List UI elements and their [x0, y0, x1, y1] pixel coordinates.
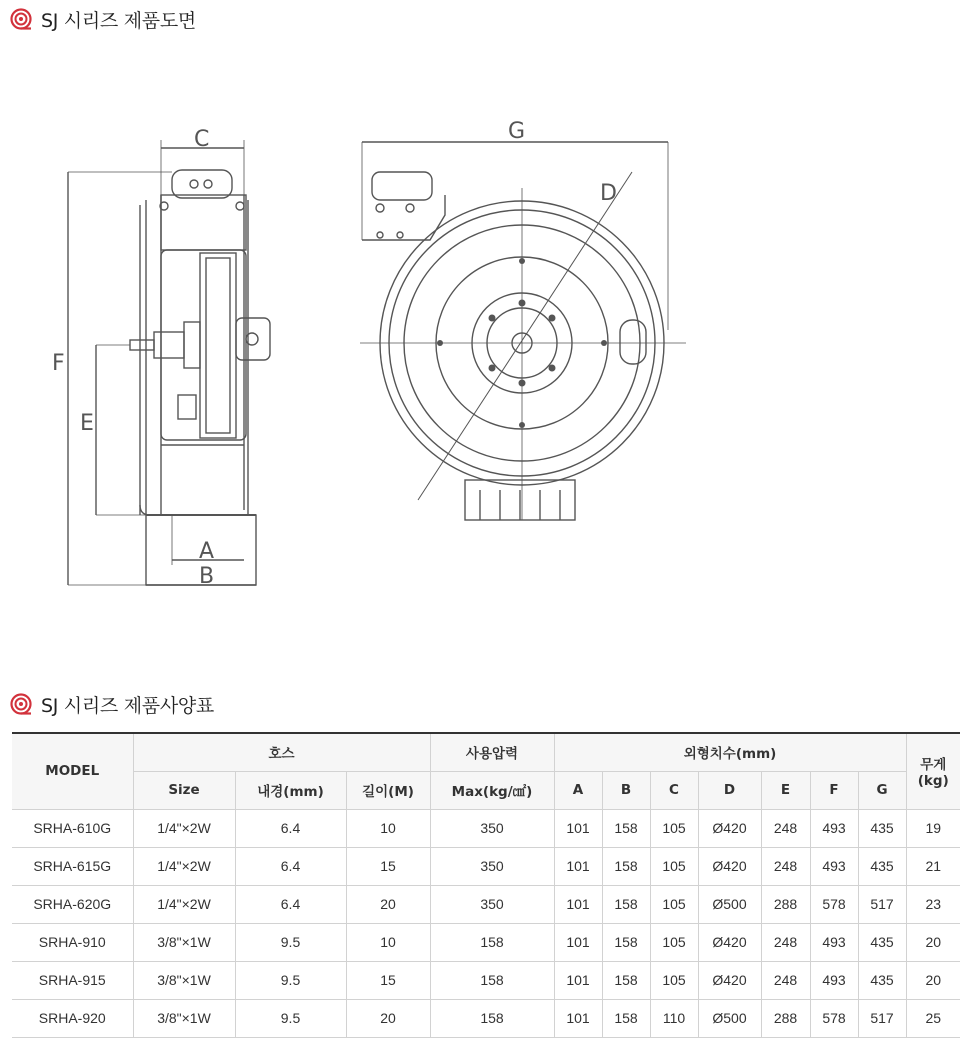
cell-inner: 6.4 [235, 809, 346, 847]
cell-a: 101 [554, 999, 602, 1037]
dim-label-c: C [194, 127, 210, 152]
dim-label-g: G [508, 119, 526, 144]
cell-d: Ø500 [698, 999, 761, 1037]
cell-weight: 25 [906, 999, 960, 1037]
cell-length: 15 [346, 847, 430, 885]
front-view-drawing [360, 142, 686, 520]
cell-max: 158 [430, 999, 554, 1037]
cell-a: 101 [554, 961, 602, 999]
cell-model: SRHA-610G [12, 809, 133, 847]
cell-b: 158 [602, 961, 650, 999]
cell-d: Ø420 [698, 961, 761, 999]
header-dim-c: C [650, 771, 698, 809]
cell-weight: 23 [906, 885, 960, 923]
cell-max: 350 [430, 885, 554, 923]
header-dim-d: D [698, 771, 761, 809]
cell-f: 493 [810, 923, 858, 961]
cell-c: 105 [650, 809, 698, 847]
cell-b: 158 [602, 847, 650, 885]
dim-label-a: A [199, 539, 215, 564]
header-hose: 호스 [133, 733, 430, 771]
cell-c: 105 [650, 923, 698, 961]
cell-g: 517 [858, 999, 906, 1037]
cell-a: 101 [554, 923, 602, 961]
cell-g: 517 [858, 885, 906, 923]
cell-c: 105 [650, 847, 698, 885]
cell-b: 158 [602, 885, 650, 923]
cell-weight: 19 [906, 809, 960, 847]
cell-max: 350 [430, 847, 554, 885]
dim-label-e: E [80, 411, 94, 436]
cell-f: 493 [810, 847, 858, 885]
dim-label-f: F [52, 351, 65, 376]
drawing-title-text: SJ 시리즈 제품도면 [41, 9, 196, 32]
cell-d: Ø420 [698, 923, 761, 961]
header-dimensions: 외형치수(mm) [554, 733, 906, 771]
cell-f: 493 [810, 809, 858, 847]
dim-label-d: D [600, 181, 617, 206]
header-dim-f: F [810, 771, 858, 809]
cell-inner: 6.4 [235, 885, 346, 923]
cell-g: 435 [858, 923, 906, 961]
cell-inner: 6.4 [235, 847, 346, 885]
cell-e: 248 [761, 961, 810, 999]
cell-e: 248 [761, 809, 810, 847]
cell-size: 3/8"×1W [133, 923, 235, 961]
cell-model: SRHA-615G [12, 847, 133, 885]
cell-length: 15 [346, 961, 430, 999]
cell-f: 493 [810, 961, 858, 999]
header-weight: 무게(kg) [906, 733, 960, 809]
cell-a: 101 [554, 885, 602, 923]
cell-g: 435 [858, 847, 906, 885]
cell-inner: 9.5 [235, 923, 346, 961]
header-size: Size [133, 771, 235, 809]
cell-max: 158 [430, 961, 554, 999]
cell-model: SRHA-920 [12, 999, 133, 1037]
cell-length: 20 [346, 999, 430, 1037]
cell-inner: 9.5 [235, 961, 346, 999]
spec-title-text: SJ 시리즈 제품사양표 [41, 694, 214, 717]
cell-e: 288 [761, 885, 810, 923]
cell-weight: 20 [906, 961, 960, 999]
spec-table [12, 732, 960, 1038]
table-row [12, 847, 960, 885]
cell-model: SRHA-910 [12, 923, 133, 961]
cell-weight: 20 [906, 923, 960, 961]
cell-d: Ø500 [698, 885, 761, 923]
spec-table-body [12, 809, 960, 1037]
cell-inner: 9.5 [235, 999, 346, 1037]
cell-a: 101 [554, 809, 602, 847]
table-row [12, 961, 960, 999]
side-view-drawing [68, 140, 270, 585]
cell-model: SRHA-620G [12, 885, 133, 923]
cell-c: 105 [650, 885, 698, 923]
cell-model: SRHA-915 [12, 961, 133, 999]
cell-b: 158 [602, 923, 650, 961]
dim-label-b: B [199, 564, 215, 589]
header-dim-b: B [602, 771, 650, 809]
cell-b: 158 [602, 999, 650, 1037]
table-row [12, 999, 960, 1037]
cell-weight: 21 [906, 847, 960, 885]
header-max: Max(kg/㎠) [430, 771, 554, 809]
table-row [12, 809, 960, 847]
cell-g: 435 [858, 809, 906, 847]
cell-c: 110 [650, 999, 698, 1037]
cell-a: 101 [554, 847, 602, 885]
cell-max: 158 [430, 923, 554, 961]
header-dim-g: G [858, 771, 906, 809]
header-length: 길이(M) [346, 771, 430, 809]
cell-size: 1/4"×2W [133, 809, 235, 847]
cell-e: 248 [761, 923, 810, 961]
header-model: MODEL [12, 733, 133, 809]
cell-e: 288 [761, 999, 810, 1037]
cell-e: 248 [761, 847, 810, 885]
header-pressure: 사용압력 [430, 733, 554, 771]
hose-reel-technical-drawing [0, 90, 967, 630]
spec-section-title [10, 689, 214, 719]
cell-b: 158 [602, 809, 650, 847]
cell-size: 1/4"×2W [133, 847, 235, 885]
cell-d: Ø420 [698, 809, 761, 847]
cell-size: 3/8"×1W [133, 999, 235, 1037]
header-inner-diameter: 내경(mm) [235, 771, 346, 809]
cell-g: 435 [858, 961, 906, 999]
table-row [12, 923, 960, 961]
hose-reel-bullet-icon [10, 693, 32, 715]
cell-size: 3/8"×1W [133, 961, 235, 999]
drawing-section-title [10, 4, 196, 34]
cell-f: 578 [810, 885, 858, 923]
cell-max: 350 [430, 809, 554, 847]
cell-length: 10 [346, 809, 430, 847]
header-dim-a: A [554, 771, 602, 809]
cell-f: 578 [810, 999, 858, 1037]
cell-c: 105 [650, 961, 698, 999]
table-row [12, 885, 960, 923]
cell-length: 10 [346, 923, 430, 961]
cell-length: 20 [346, 885, 430, 923]
header-dim-e: E [761, 771, 810, 809]
cell-size: 1/4"×2W [133, 885, 235, 923]
cell-d: Ø420 [698, 847, 761, 885]
hose-reel-bullet-icon [10, 8, 32, 30]
